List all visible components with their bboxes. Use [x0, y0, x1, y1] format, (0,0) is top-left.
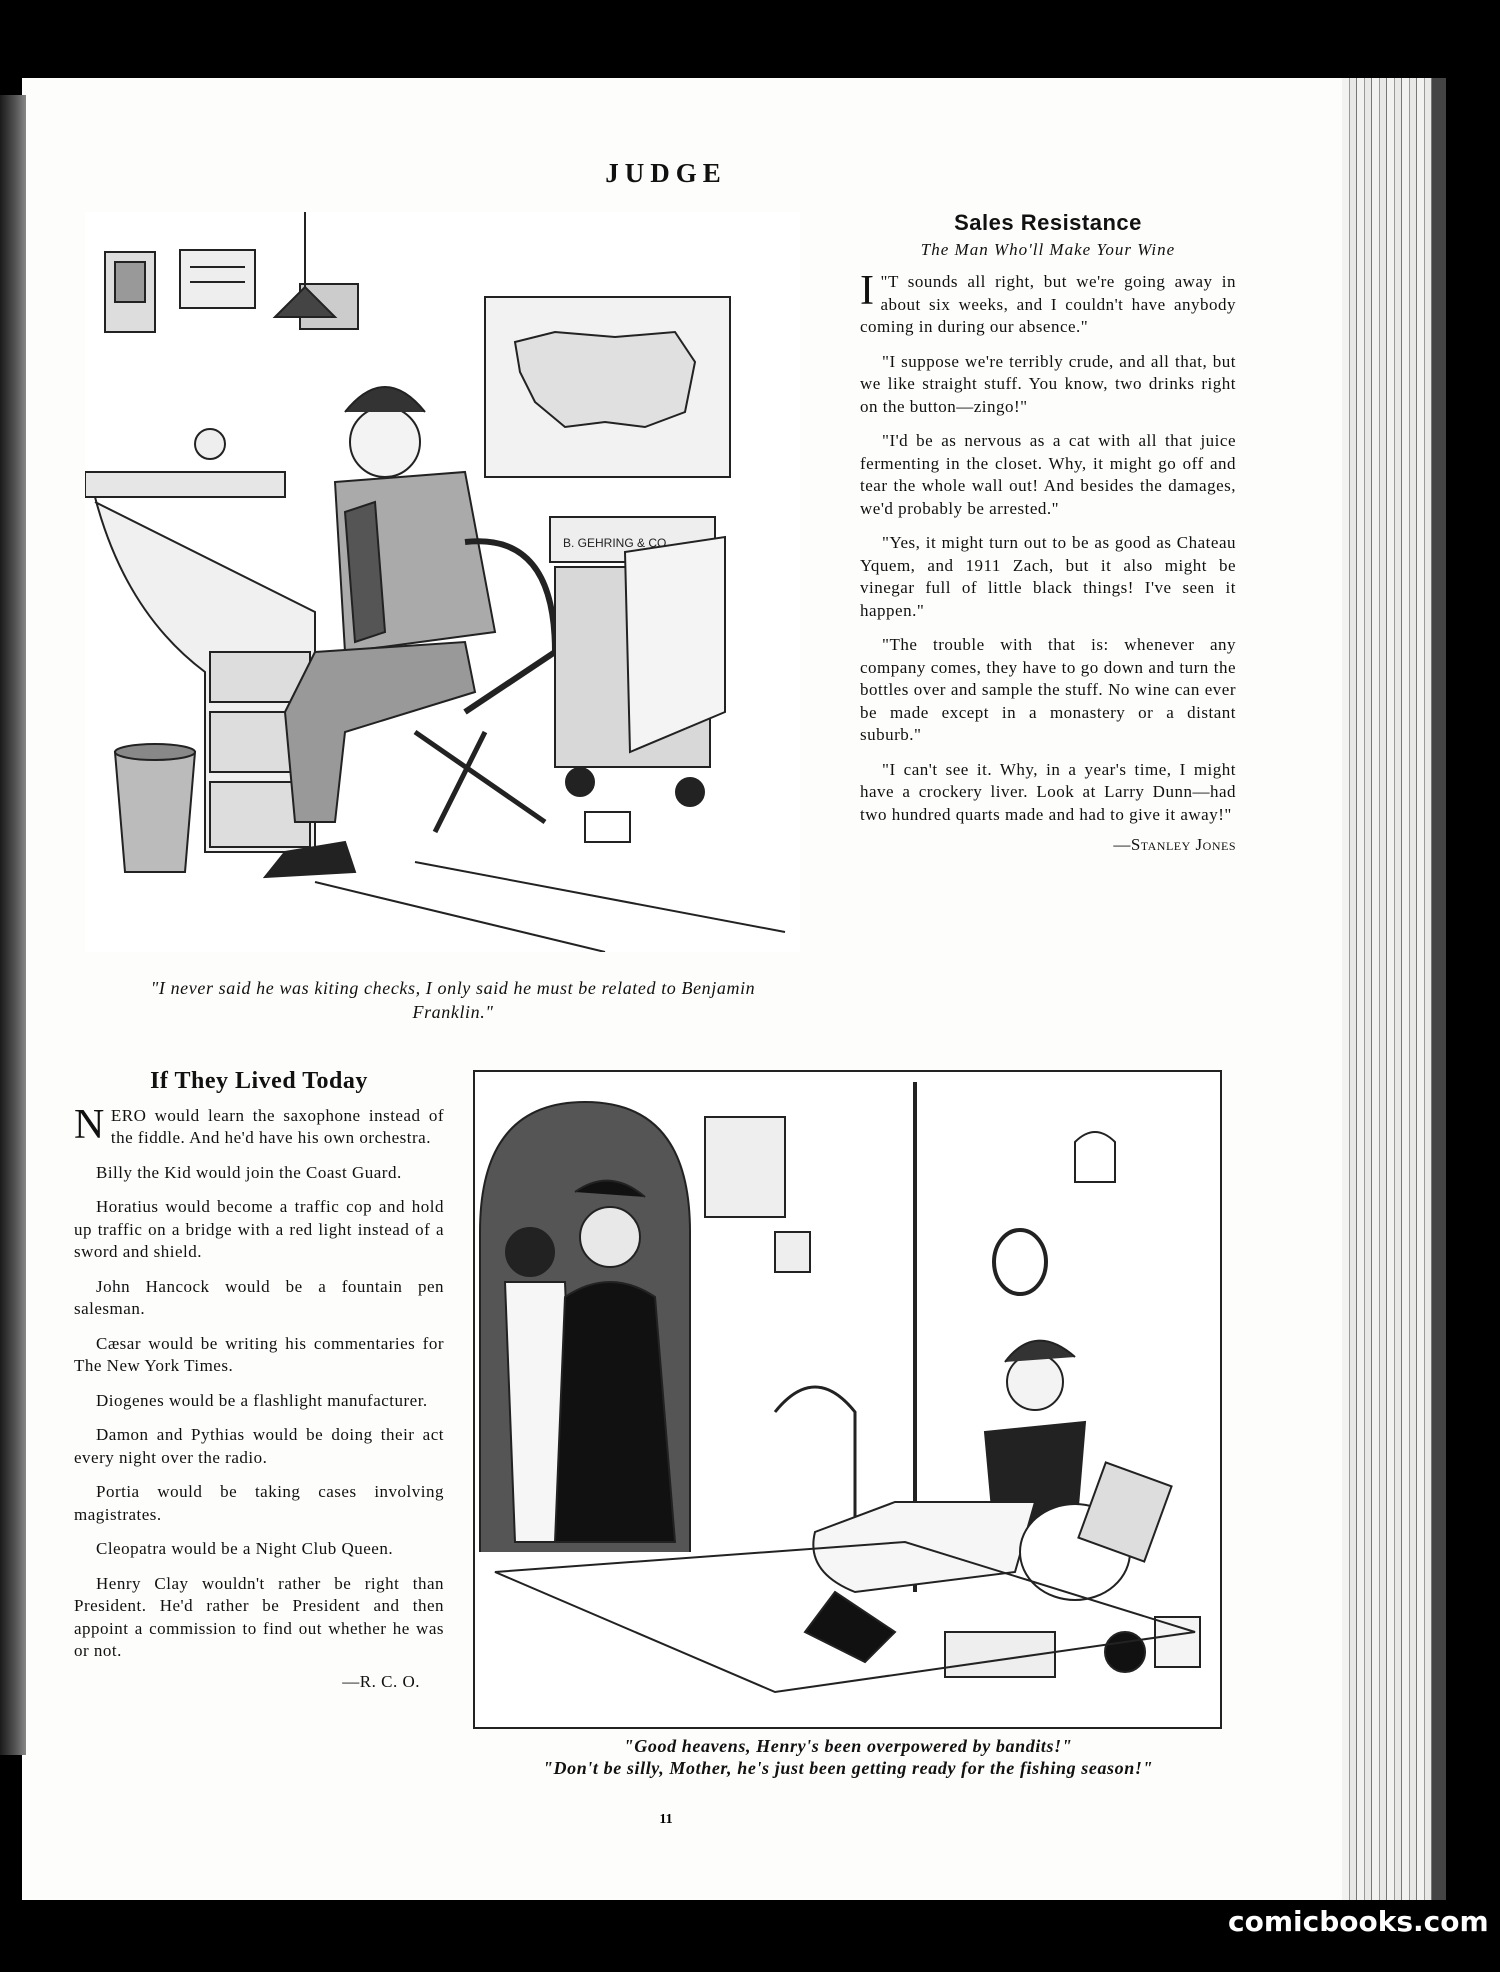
if-they-lived-paragraph: Damon and Pythias would be doing their act every night over the radio.	[74, 1425, 444, 1467]
sales-resistance-paragraph: "I suppose we're terribly crude, and all that, but we like straight stuff. You know, two drinks right on the button—zingo!"	[860, 351, 1236, 416]
bandits-cartoon	[473, 1070, 1222, 1729]
sales-resistance-paragraph: "The trouble with that is: whenever any company comes, they have to go down and turn the bottles over and sample the stuff. No wine can ever be made except in a monastery or a distant suburb."	[860, 635, 1236, 744]
bandits-caption-line-1: "Good heavens, Henry's been overpowered by bandits!"	[623, 1736, 1073, 1756]
page-edges-shadow	[1432, 78, 1446, 1900]
if-they-lived-paragraph: Horatius would become a traffic cop and hold up traffic on a bridge with a red light instead of a sword and shield.	[74, 1197, 444, 1261]
if-they-lived-paragraph: Portia would be taking cases involving magistrates.	[74, 1482, 444, 1524]
sales-resistance-article	[860, 212, 1236, 857]
if-they-lived-paragraph: John Hancock would be a fountain pen salesman.	[74, 1276, 444, 1318]
sales-resistance-paragraph-1: " I T sounds all right, but we're going away in about six weeks, and I couldn't have anybody coming in during our absence."	[860, 268, 1236, 336]
bandits-cartoon-caption	[478, 1735, 1218, 1779]
sales-resistance-signature: —Stanley Jones	[1113, 835, 1236, 854]
book-binding	[0, 95, 26, 1755]
sales-resistance-paragraph: "I can't see it. Why, in a year's time, I might have a crockery liver. Look at Larry Dunn—had two hundred quarts made and had to give it away!"	[860, 759, 1236, 824]
if-they-lived-paragraph: Cæsar would be writing his commentaries for The New York Times.	[74, 1333, 444, 1375]
if-they-lived-paragraph-1: NERO would learn the saxophone instead of the fiddle. And he'd have his own orchestra.	[74, 1101, 444, 1148]
if-they-lived-signature: —R. C. O.	[342, 1671, 420, 1691]
page-edges	[1342, 78, 1442, 1900]
sales-resistance-drop-cap: I	[860, 268, 875, 314]
if-they-lived-paragraph: Henry Clay wouldn't rather be right than President. He'd rather be President and then appoint a commission to find out whether he was or not.	[74, 1573, 444, 1660]
if-they-lived-paragraph: Cleopatra would be a Night Club Queen.	[96, 1539, 394, 1558]
if-they-lived-paragraph: Billy the Kid would join the Coast Guard.	[96, 1162, 402, 1182]
office-cartoon-caption: "I never said he was kiting checks, I only said he must be related to Benjamin Franklin."	[150, 978, 756, 1022]
office-sign-text: B. GEHRING & CO	[563, 536, 667, 550]
sales-resistance-paragraph: "Yes, it might turn out to be as good as Chateau Yquem, and 1911 Zach, but it also might be vinegar full of little black things! I've seen it happen."	[860, 533, 1236, 620]
watermark: comicbooks.com	[1228, 1905, 1489, 1938]
bandits-caption-line-2: "Don't be silly, Mother, he's just been getting ready for the fishing season!"	[542, 1758, 1154, 1778]
if-they-lived-today-article	[74, 1070, 444, 1693]
sales-resistance-paragraph: "I'd be as nervous as a cat with all that juice fermenting in the closet. Why, it might go off and tear the whole wall out! And besides the damages, we'd probably be arrested."	[860, 431, 1236, 518]
page-number: 11	[659, 1812, 673, 1827]
office-cartoon	[85, 212, 800, 952]
if-they-lived-today-title: If They Lived Today	[150, 1068, 368, 1094]
magazine-header: JUDGE	[605, 158, 727, 188]
sales-resistance-subtitle: The Man Who'll Make Your Wine	[920, 239, 1176, 259]
if-they-lived-paragraph: Diogenes would be a flashlight manufacturer.	[96, 1390, 428, 1410]
bandits-cartoon-drawing	[475, 1072, 1216, 1723]
sales-resistance-title: Sales Resistance	[954, 210, 1142, 235]
if-they-lived-drop-cap: N	[74, 1101, 105, 1148]
office-cartoon-drawing	[85, 212, 800, 952]
